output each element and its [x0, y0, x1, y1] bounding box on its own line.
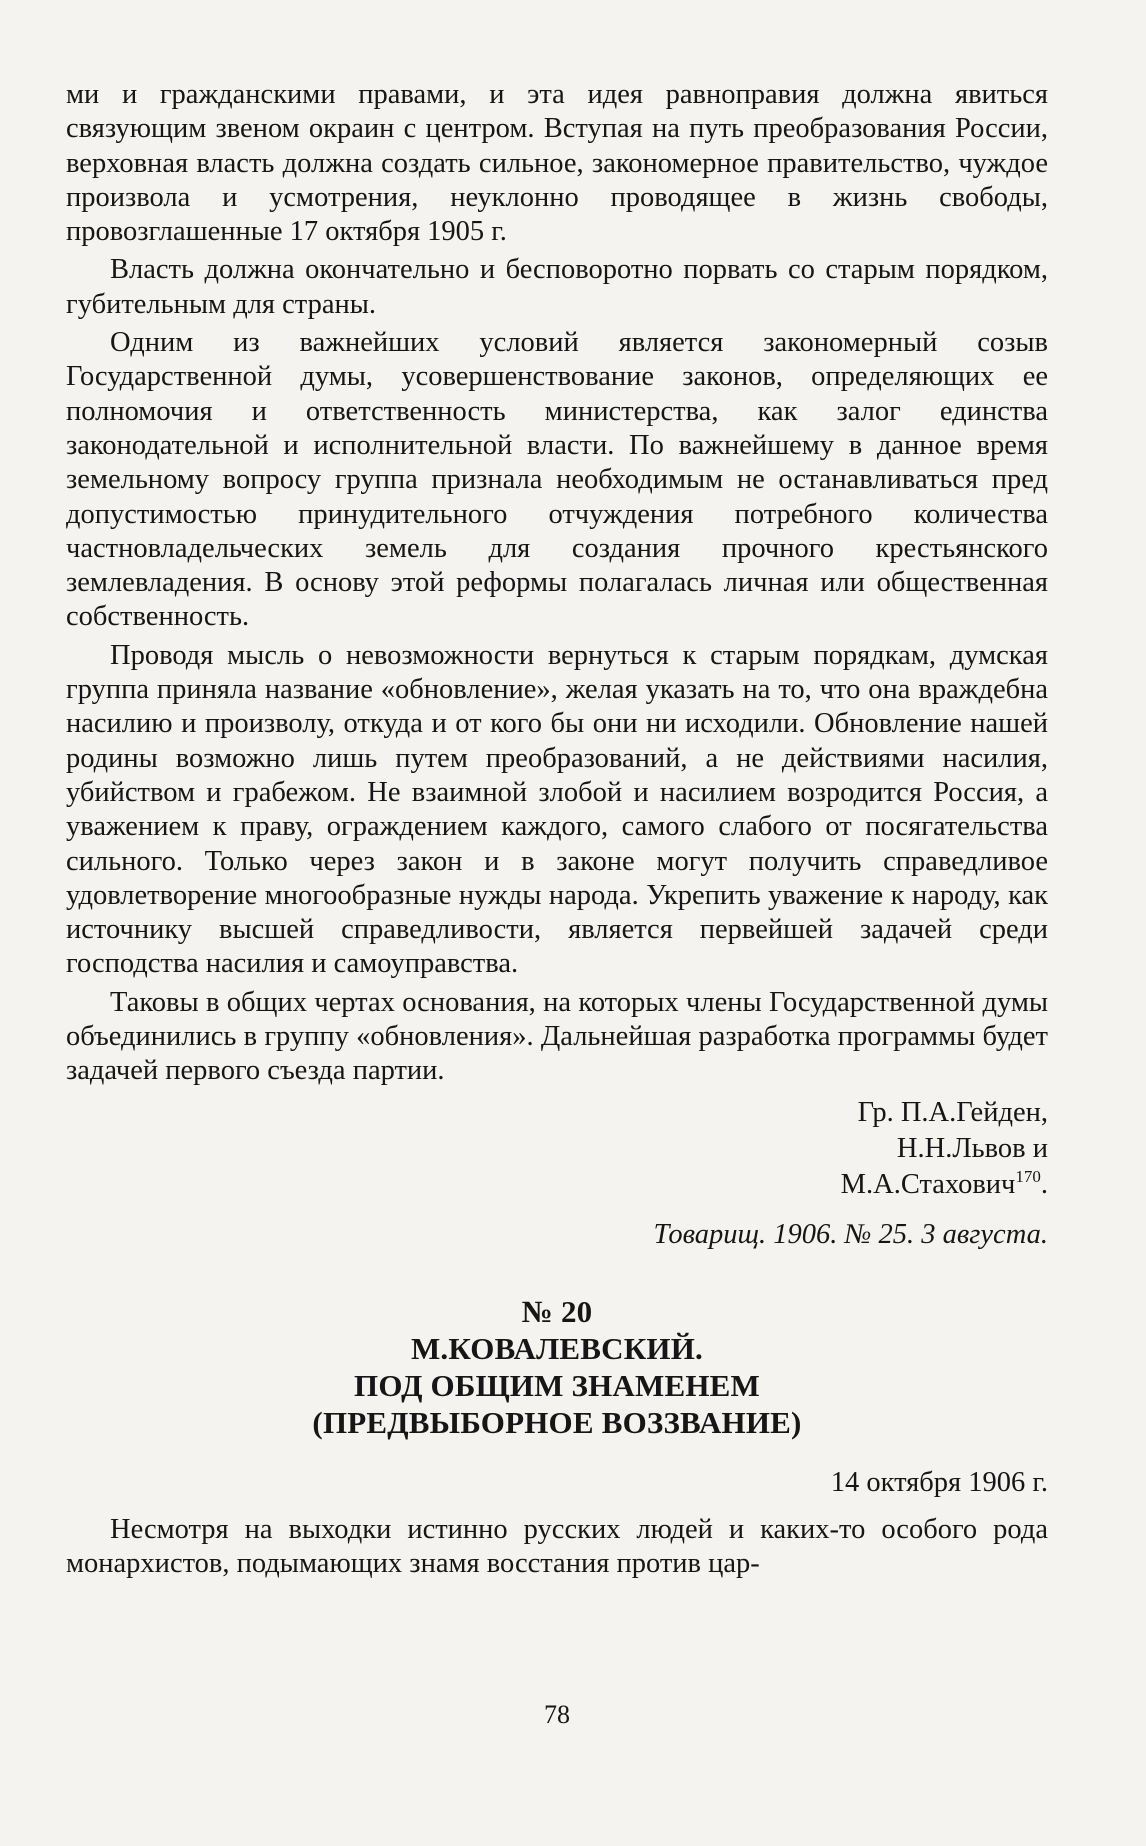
body-paragraph: Проводя мысль о невозможности вернуться к старым порядкам, думская группа приняла название «обновление», желая указать на то, что она враждебна насилию и произволу, откуда и от кого бы они ни исходили. Обновление нашей родины возможно лишь путем преобразований, а не действиями насилия, убийством и грабежом. Не взаимной злобой и насилием возродится Россия, а уважением к праву, ограждением каждого, самого слабого от посягательства сильного. Только через закон и в законе могут получить справедливое удовлетворение многообразные нужды народа. Укрепить уважение к народу, как источнику высшей справедливости, является первейшей задачей среди господства насилия и самоуправства. — [66, 639, 1048, 980]
document-date: 14 октября 1906 г. — [830, 1466, 1048, 1498]
body-paragraph: Власть должна окончательно и бесповоротно порвать со старым порядком, губительным для страны. — [66, 254, 1048, 320]
document-heading — [66, 1293, 1048, 1441]
document-title-line: М.КОВАЛЕВСКИЙ. — [410, 1330, 704, 1366]
source-citation: Товарищ. 1906. № 25. 3 августа. — [653, 1218, 1048, 1250]
signature-line — [66, 1167, 1048, 1203]
body-paragraph: Несмотря на выходки истинно русских людей и каких-то особого рода монархистов, подымающих знамя восстания против цар- — [66, 1513, 1048, 1579]
body-paragraph: ми и гражданскими правами, и эта идея равноправия должна явиться связующим звеном окраин с центром. Вступая на путь преобразования России, верховная власть должна создать сильное, закономерное правительство, чуждое произвола и усмотрения, неуклонно проводящее в жизнь свободы, провозглашенные 17 октября 1905 г. — [66, 79, 1048, 248]
document-page — [66, 78, 1048, 1818]
signature-name: М.А.Стахович — [840, 1168, 1016, 1200]
signature-punctuation: . — [1040, 1168, 1048, 1200]
document-number: № 20 — [521, 1293, 593, 1329]
footnote-mark: 170 — [1015, 1166, 1041, 1186]
document-title-line: ПОД ОБЩИМ ЗНАМЕНЕМ — [354, 1367, 760, 1403]
signatures-block — [66, 1095, 1048, 1203]
signature-line: Гр. П.А.Гейден, — [857, 1096, 1048, 1128]
document-title-line: (ПРЕДВЫБОРНОЕ ВОЗЗВАНИЕ) — [312, 1404, 802, 1440]
page-number: 78 — [544, 1700, 570, 1729]
body-paragraph: Таковы в общих чертах основания, на которых члены Государственной думы объединились в группу «обновления». Дальнейшая разработка программы будет задачей первого съезда партии. — [66, 986, 1048, 1087]
signature-line: Н.Н.Львов и — [896, 1132, 1048, 1164]
body-paragraph: Одним из важнейших условий является закономерный созыв Государственной думы, усовершенствование законов, определяющих ее полномочия и ответственность министерства, как залог единства законодательной и исполнительной власти. По важнейшему в данное время земельному вопросу группа признала необходимым не останавливаться пред допустимостью принудительного отчуждения потребного количества частновладельческих земель для создания прочного крестьянского землевладения. В основу этой реформы полагалась личная или общественная собственность. — [66, 327, 1048, 633]
